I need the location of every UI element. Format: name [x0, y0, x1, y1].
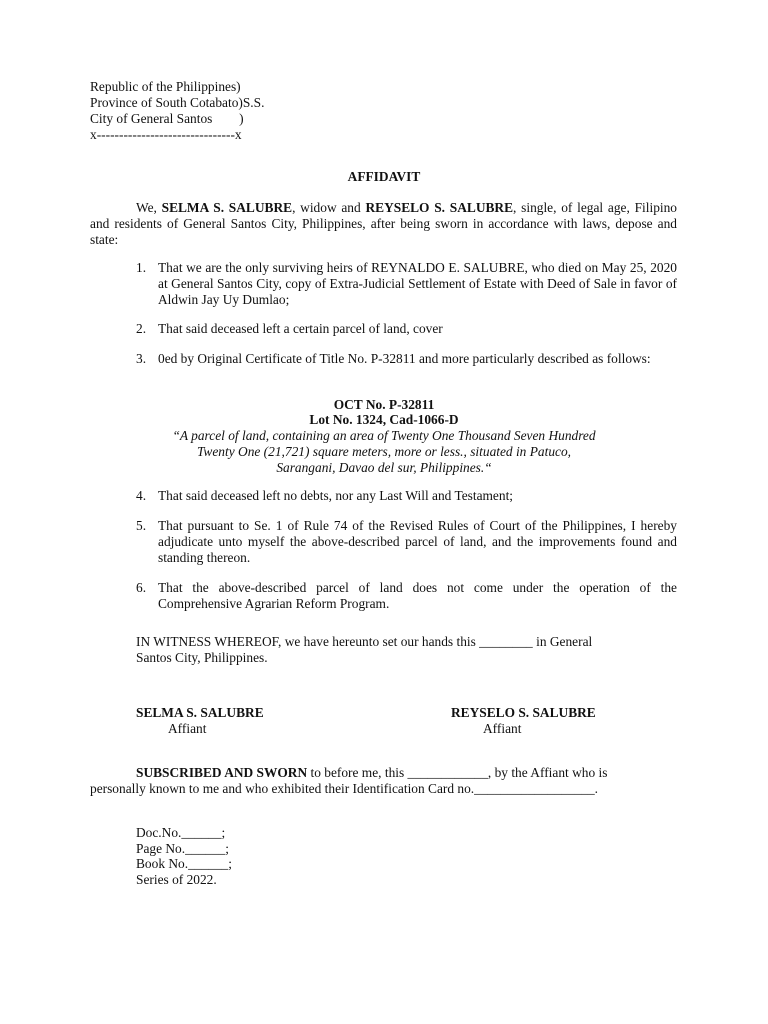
notarial-register [136, 825, 232, 887]
property-description [120, 428, 648, 476]
jurat-text: to before me, this ____________, by the Affiant who is [307, 765, 608, 780]
item-text: That the above-described parcel of land does not come under the operation of the Comprehensive Agrarian Reform Program. [158, 580, 677, 611]
item-number: 3. [136, 351, 147, 366]
list-item [136, 580, 677, 612]
item-text: That said deceased left no debts, nor any Last Will and Testament; [158, 488, 514, 503]
witness-clause: IN WITNESS WHEREOF, we have hereunto set our hands this ________ in General [136, 634, 593, 649]
intro-we: We, [136, 200, 162, 215]
venue-separator: x-------------------------------x [90, 127, 242, 142]
signatory-role: Affiant [168, 721, 207, 736]
book-number: Book No.______; [136, 856, 232, 872]
venue-line-republic: Republic of the Philippines) [90, 79, 241, 94]
list-item [136, 351, 677, 367]
venue-line-province: Province of South Cotabato)S.S. [90, 95, 265, 110]
item-text: That we are the only surviving heirs of REYNALDO E. SALUBRE, who died on May 25, 2020 at General Santos City, copy of Extra-Judicial Settlement of Estate with Deed of Sale in favor of Aldwin Jay Uy Dumlao; [158, 260, 677, 307]
intro-mid: , widow and [292, 200, 366, 215]
description-line: “A parcel of land, containing an area of Twenty One Thousand Seven Hundred [172, 428, 596, 443]
signatory-role: Affiant [483, 721, 522, 736]
description-line: Sarangani, Davao del sur, Philippines.“ [276, 460, 492, 475]
jurat-heading: SUBSCRIBED AND SWORN [136, 765, 308, 780]
list-item [136, 518, 677, 566]
item-number: 4. [136, 488, 147, 503]
witness-clause-continued: Santos City, Philippines. [136, 650, 268, 665]
doc-number: Doc.No.______; [136, 825, 226, 840]
description-line: Twenty One (21,721) square meters, more or less., situated in Patuco, [196, 444, 572, 459]
series-year: Series of 2022. [136, 871, 217, 887]
lot-number: Lot No. 1324, Cad-1066-D [309, 412, 459, 427]
intro-rest: , single, of legal age, Filipino and residents of General Santos City, Philippines, after being sworn in accordance with laws, depose and state: [90, 200, 677, 247]
list-item [136, 488, 677, 504]
venue-block [90, 79, 390, 143]
list-item [136, 321, 677, 337]
oct-number: OCT No. P-32811 [333, 397, 435, 412]
item-number: 1. [136, 260, 147, 275]
jurat-clause [90, 765, 662, 781]
signatory-name: SELMA S. SALUBRE [136, 705, 264, 720]
item-text: 0ed by Original Certificate of Title No. P-32811 and more particularly described as follows: [158, 351, 651, 366]
jurat-clause-continued: personally known to me and who exhibited their Identification Card no.__________________. [90, 781, 599, 796]
signature-block-selma [136, 705, 264, 737]
affiant-name-2: REYSELO S. SALUBRE [365, 200, 514, 215]
page-number: Page No.______; [136, 840, 229, 856]
item-text: That pursuant to Se. 1 of Rule 74 of the Revised Rules of Court of the Philippines, I hereby adjudicate unto myself the above-described parcel of land, and the improvements found and standing thereon. [158, 518, 677, 565]
document-title: AFFIDAVIT [347, 169, 421, 184]
signatory-name: REYSELO S. SALUBRE [451, 705, 596, 720]
item-text: That said deceased left a certain parcel of land, cover [158, 321, 443, 336]
affiant-name-1: SELMA S. SALUBRE [161, 200, 293, 215]
item-number: 5. [136, 518, 147, 533]
venue-line-city: City of General Santos ) [90, 111, 244, 126]
item-number: 2. [136, 321, 147, 336]
intro-paragraph [90, 200, 677, 248]
signature-block-reyselo [451, 705, 596, 737]
list-item [136, 260, 677, 308]
item-number: 6. [136, 580, 147, 595]
